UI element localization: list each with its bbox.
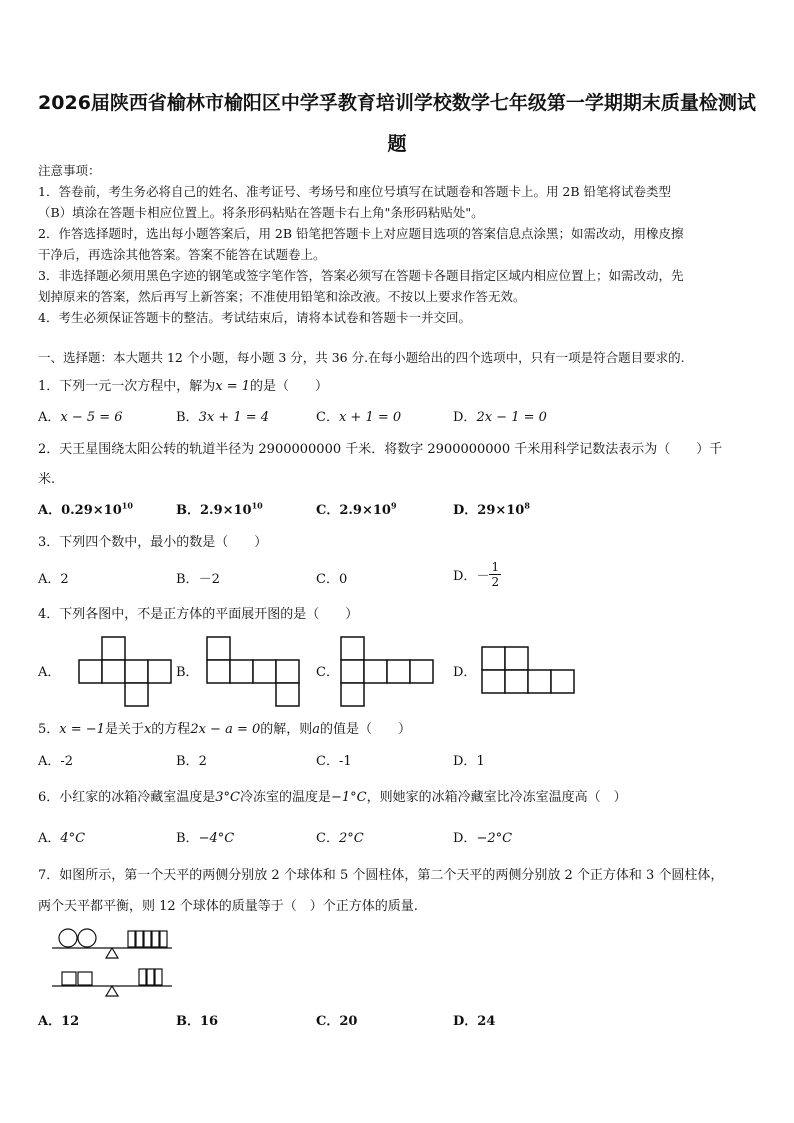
option-label: C．	[316, 754, 339, 769]
option-value: 29×10	[477, 503, 525, 518]
notice-heading: 注意事项：	[38, 163, 101, 178]
fraction	[489, 560, 501, 589]
option-value: -2	[60, 754, 74, 769]
option-label: C．	[316, 572, 339, 587]
q2-option-a[interactable]	[38, 499, 133, 518]
cylinder-icon	[152, 931, 159, 947]
q6-text: 冷冻室的温度是	[240, 790, 332, 805]
q6-option-b[interactable]	[176, 827, 234, 846]
q7-option-a[interactable]	[38, 1010, 79, 1029]
q5-text: 5．	[38, 722, 60, 737]
notice-line: 1．答卷前，考生务必将自己的姓名、准考证号、考场号和座位号填写在试题卷和答题卡上。用 2B 铅笔将试卷类型	[38, 184, 672, 199]
option-value: 2.9×10	[339, 503, 391, 518]
q2-option-c[interactable]	[316, 499, 397, 518]
notice-line: 划掉原来的答案，然后再写上新答案；不准使用铅笔和涂改液。不按以上要求作答无效。	[38, 289, 526, 304]
fulcrum	[106, 986, 118, 996]
option-value: 16	[200, 1014, 219, 1029]
option-label: A．	[38, 572, 61, 587]
option-value: 1	[476, 754, 485, 769]
q6-option-a[interactable]	[38, 827, 85, 846]
cube-icon	[78, 972, 92, 985]
option-label: B．	[176, 572, 199, 587]
q5-text: 是关于	[104, 722, 144, 737]
option-value: 2.9×10	[200, 503, 252, 518]
cylinder-icon	[147, 969, 154, 985]
exam-title-line2: 题	[387, 133, 407, 155]
option-value: 24	[477, 1014, 496, 1029]
cylinder-icon	[136, 931, 143, 947]
q5-math: x = −1	[59, 722, 105, 737]
q4-option-b[interactable]: B．	[176, 665, 199, 680]
question-4-stem: 4．下列各图中，不是正方体的平面展开图的是（ ）	[38, 607, 359, 622]
q5-math: 2x − a = 0	[190, 722, 261, 737]
option-value: 12	[61, 1014, 80, 1029]
q3-option-d[interactable]	[453, 560, 501, 589]
exam-title-line1: 2026届陕西省榆林市榆阳区中学孚教育培训学校数学七年级第一学期期末质量检测试	[38, 92, 756, 114]
q6-text: ，则她家的冰箱冷藏室比冷冻室温度高（ ）	[366, 790, 627, 805]
q5-text: 的值是（ ）	[320, 722, 412, 737]
cube-net-c	[340, 636, 436, 707]
q5-option-c[interactable]	[316, 750, 352, 769]
cylinder-icon	[144, 931, 151, 947]
q6-text: 6．小红家的冰箱冷藏室温度是	[38, 790, 216, 805]
option-value: x − 5 = 6	[60, 410, 123, 425]
question-7-stem: 7．如图所示，第一个天平的两侧分别放 2 个球体和 5 个圆柱体，第二个天平的两侧分别放 2 个正方体和 3 个圆柱体，	[38, 868, 724, 883]
notice-line: 2．作答选择题时，选出每小题答案后，用 2B 铅笔把答题卡上对应题目选项的答案信息点涂黑；如需改动，用橡皮擦	[38, 226, 684, 241]
option-label: B．	[176, 410, 199, 425]
question-5-stem	[38, 718, 411, 737]
q5-option-b[interactable]	[176, 750, 207, 769]
option-value: 3x + 1 = 4	[198, 410, 270, 425]
option-value: 20	[339, 1014, 358, 1029]
q3-option-c[interactable]	[316, 568, 347, 587]
option-label: C．	[316, 410, 339, 425]
option-label: D．	[453, 1014, 478, 1029]
option-value: −2°C	[476, 831, 513, 846]
q6-option-c[interactable]	[316, 827, 364, 846]
notice-line: 4．考生必须保证答题卡的整洁。考试结束后，请将本试卷和答题卡一并交回。	[38, 310, 471, 325]
question-1-stem	[38, 375, 328, 394]
option-label: C．	[316, 831, 339, 846]
option-value: 2x − 1 = 0	[476, 410, 547, 425]
question-2-stem: 2．天王星围绕太阳公转的轨道半径为 2900000000 千米．将数字 2900000000 千米用科学记数法表示为（ ）千	[38, 442, 723, 457]
option-label: B．	[176, 1014, 200, 1029]
q3-option-a[interactable]	[38, 568, 69, 587]
sphere-icon	[78, 929, 96, 947]
balance-2-image	[44, 960, 179, 1000]
q1-text: 的是（ ）	[250, 379, 329, 394]
q1-option-b[interactable]	[176, 406, 269, 425]
option-label: A．	[38, 410, 61, 425]
cylinder-icon	[155, 969, 162, 985]
q7-option-d[interactable]	[453, 1010, 495, 1029]
option-label: B．	[176, 503, 200, 518]
option-label: A．	[38, 831, 61, 846]
option-value: −4°C	[198, 831, 235, 846]
question-6-stem	[38, 786, 627, 805]
q7-option-b[interactable]	[176, 1010, 218, 1029]
option-label: B．	[176, 831, 199, 846]
option-label: B．	[176, 754, 199, 769]
fulcrum	[106, 948, 118, 958]
option-value: 0.29×10	[61, 503, 122, 518]
q5-math: a	[312, 722, 321, 737]
option-value: 0	[338, 572, 348, 587]
option-value: 2	[198, 754, 207, 769]
q6-math: −1°C	[331, 790, 367, 805]
cube-net-d	[481, 646, 577, 694]
option-label: A．	[38, 1014, 62, 1029]
cube-net-a	[78, 636, 174, 707]
option-label: C．	[316, 503, 340, 518]
option-value: -1	[338, 754, 352, 769]
fraction-sign: －	[476, 569, 490, 584]
cylinder-icon	[139, 969, 146, 985]
q1-option-c[interactable]	[316, 406, 401, 425]
option-exponent: 10	[251, 500, 263, 511]
option-label: D．	[453, 503, 478, 518]
cylinder-icon	[160, 931, 167, 947]
q5-text: 的解，则	[260, 722, 313, 737]
q1-option-a[interactable]	[38, 406, 123, 425]
q4-option-c[interactable]: C．	[316, 665, 339, 680]
option-label: D．	[453, 831, 477, 846]
option-value: 4°C	[60, 831, 86, 846]
fraction-numerator: 1	[491, 560, 500, 574]
fraction-denominator: 2	[491, 575, 500, 589]
option-label: D．	[453, 569, 477, 584]
q3-option-b[interactable]	[176, 568, 220, 587]
option-label: D．	[453, 410, 477, 425]
option-exponent: 10	[121, 500, 133, 511]
option-value: 2	[60, 572, 69, 587]
q5-option-a[interactable]	[38, 750, 73, 769]
question-7-stem-cont: 两个天平都平衡，则 12 个球体的质量等于（ ）个正方体的质量.	[38, 899, 418, 914]
cylinder-icon	[128, 931, 135, 947]
q1-text: 1．下列一元一次方程中，解为	[38, 379, 216, 394]
q6-math: 3°C	[215, 790, 240, 805]
option-label: A．	[38, 754, 61, 769]
question-2-stem-cont: 米.	[38, 472, 56, 487]
q1-option-d[interactable]	[453, 406, 547, 425]
q5-text: 的方程	[151, 722, 191, 737]
option-label: C．	[316, 1014, 340, 1029]
q4-option-a[interactable]: A．	[38, 665, 61, 680]
option-exponent: 9	[390, 500, 397, 511]
option-value: 2°C	[338, 831, 364, 846]
option-label: A．	[38, 503, 62, 518]
q2-option-b[interactable]	[176, 499, 263, 518]
q2-option-d[interactable]	[453, 499, 530, 518]
notice-line: 3．非选择题必须用黑色字迹的钢笔或签字笔作答，答案必须写在答题卡各题目指定区域内相应位置上；如需改动，先	[38, 268, 684, 283]
option-value: x + 1 = 0	[338, 410, 402, 425]
cube-icon	[62, 972, 76, 985]
q5-option-d[interactable]	[453, 750, 485, 769]
sphere-icon	[59, 929, 77, 947]
option-exponent: 8	[524, 500, 530, 511]
section-heading: 一、选择题：本大题共 12 个小题，每小题 3 分，共 36 分.在每小题给出的四个选项中，只有一项是符合题目要求的.	[38, 350, 685, 365]
question-3-stem: 3．下列四个数中，最小的数是（ ）	[38, 535, 268, 550]
q4-option-d[interactable]: D．	[453, 665, 477, 680]
q7-option-c[interactable]	[316, 1010, 357, 1029]
option-label: D．	[453, 754, 477, 769]
notice-line: （B）填涂在答题卡相应位置上。将条形码粘贴在答题卡右上角"条形码粘贴处"。	[38, 205, 484, 220]
q6-option-d[interactable]	[453, 827, 512, 846]
notice-line: 干净后，再选涂其他答案。答案不能答在试题卷上。	[38, 247, 326, 262]
q5-math: x	[143, 722, 152, 737]
cube-net-b	[206, 636, 302, 707]
option-value: －2	[198, 572, 220, 587]
q1-math: x = 1	[215, 379, 251, 394]
